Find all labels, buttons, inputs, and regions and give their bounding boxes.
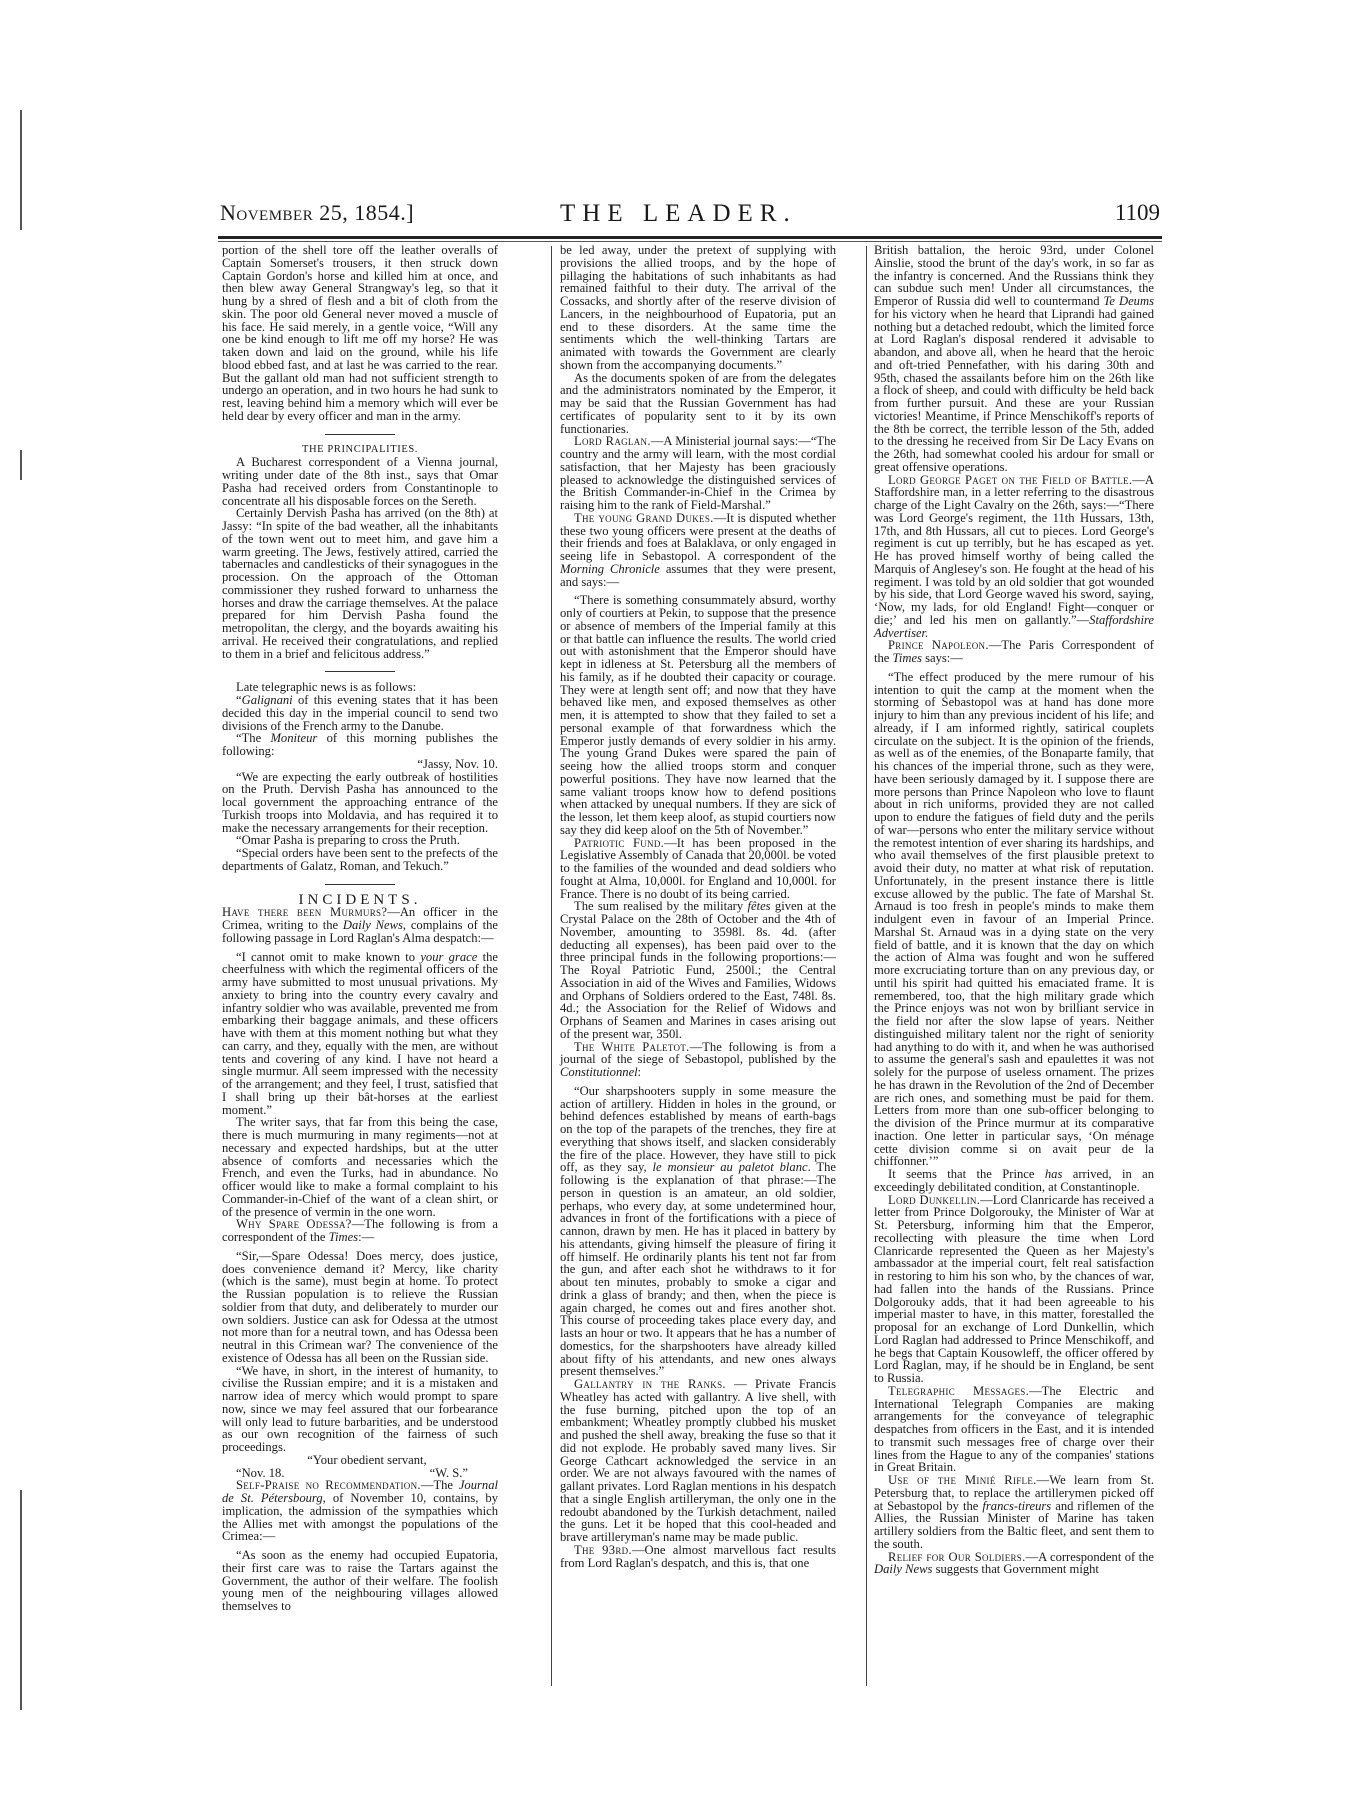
- paragraph: Lord George Paget on the Field of Battle.—A Staffordshire man, in a letter referring to the disastrous charge of the Light Cavalry on the 26th, says:—“There was Lord George's regiment, the 11th Hussars, 13th, 17th, and 8th Hussars, all cut to pieces. Lord George's regiment is cut up terribly, but he has escaped as yet. He has proved himself worthy of being called the Marquis of Anglesey's son. He fought at the head of his regiment. I was told by an old soldier that got wounded by his side, that Lord George waved his sword, saying, ‘Now, my lads, for old England! Fight—conquer or die;’ and led his men on gallantly.”—Staffordshire Advertiser.: [874, 472, 1154, 640]
- paragraph: “The Moniteur of this morning publishes the following:: [222, 731, 498, 758]
- column-divider: [551, 246, 552, 1686]
- paragraph: As the documents spoken of are from the delegates and the administrators nominated by the Emperor, it may be said that the Russian Government has had certificates of popularity sent to it by its own functionaries.: [560, 370, 836, 436]
- section-divider: [325, 434, 395, 435]
- paragraph: be led away, under the pretext of supplying with provisions the allied troops, and by the hope of pillaging the habitations of such inhabitants as had remained faithful to their duty. The arrival of the Cossacks, and shortly after of the reserve division of Lancers, in the neighbourhood of Eupatoria, put an end to these disorders. At the same time the sentiments which the well-thinking Tartars are animated with towards the Government are clearly shown from the accompanying documents.”: [560, 243, 836, 372]
- paragraph: The 93rd.—One almost marvellous fact results from Lord Raglan's despatch, and this is, that one: [560, 1542, 836, 1570]
- paragraph: Late telegraphic news is as follows:: [236, 680, 417, 695]
- paragraph: “Galignani of this evening states that it has been decided this day in the imperial council to send two divisions of the French army to the Danube.: [222, 693, 498, 733]
- column-right: [874, 244, 1154, 1576]
- section-divider: [325, 884, 395, 885]
- issue-date: November 25, 1854.]: [220, 200, 415, 225]
- paragraph: Telegraphic Messages.—The Electric and International Telegraph Companies are making arrangements for the conveyance of telegraphic despatches from officers in the East, and it is intended to transmit such messages free of charge over their lines from the Hague to any of the companies' stations in Great Britain.: [874, 1383, 1154, 1475]
- paragraph: Lord Dunkellin.—Lord Clanricarde has received a letter from Prince Dolgorouky, the Minister of War at St. Petersburg, informing him that the Emperor, recollecting with pleasure the time when Lord Clanricarde represented the Queen as her Majesty's ambassador at the imperial court, felt real satisfaction in restoring to him his son who, by the chances of war, had fallen into the hands of the Russians. Prince Dolgorouky adds, that it had been agreeable to his imperial master to have, in this matter, forestalled the proposal for an exchange of Lord Dunkellin, which Lord Raglan had addressed to Prince Menschikoff, and he begs that Captain Kousowleff, the officer offered by Lord Raglan, may, if he should be in England, be sent to Russia.: [874, 1192, 1154, 1385]
- page-number: 1109: [1114, 200, 1160, 225]
- paragraph: A Bucharest correspondent of a Vienna journal, writing under date of the 8th inst., says that Omar Pasha had received orders from Constantinople to concentrate all his disposable forces on the Sereth.: [222, 455, 498, 508]
- section-divider: [325, 671, 395, 672]
- paragraph: Gallantry in the Ranks. — Private Francis Wheatley has acted with gallantry. A live shell, with the fuse burning, pitched upon the top of an embankment; Wheatley promptly clubbed his musket and pushed the shell away, breaking the fuse so that it did not explode. He probably saved many lives. Sir George Cathcart acknowledged the service in an order. We are not always favoured with the names of gallant privates. Lord Raglan mentions in his despatch that a single English artilleryman, the only one in the redoubt abandoned by the Turkish detachment, nailed the guns. Let it be hoped that this cool-headed and brave artilleryman's name may be made public.: [560, 1377, 836, 1544]
- paragraph: Patriotic Fund.—It has been proposed in the Legislative Assembly of Canada that 20,000l. be voted to the families of the wounded and dead soldiers who fought at Alma, 10,000l. for England and 10,000l. for France. There is no doubt of its being carried.: [560, 835, 836, 901]
- newspaper-title: THE LEADER.: [560, 200, 797, 227]
- column-divider: [866, 246, 867, 1686]
- quote-paragraph: “I cannot omit to make known to your grace the cheerfulness with which the regimental officers of the army have submitted to most unusual privations. My anxiety to bring into the country every cavalry and infantry soldier who was available, prevented me from embarking their baggage animals, and these officers have with them at this moment nothing but what they can carry, and they, equally with the men, are without tents and covering of any kind. I have not heard a single murmur. All seem impressed with the necessity of the arrangement; and they feel, I trust, satisfied that I shall bring up their bât-horses at the earliest moment.”: [222, 949, 498, 1117]
- section-heading-incidents: INCIDENTS.: [298, 891, 422, 908]
- column-middle: [560, 244, 836, 1569]
- paragraph: Why Spare Odessa?—The following is from a correspondent of the Times:—: [222, 1217, 498, 1244]
- quote-paragraph: “As soon as the enemy had occupied Eupatoria, their first care was to raise the Tartars against the Government, the author of their welfare. The foolish young men of the neighbouring villages allowed themselves to: [222, 1548, 498, 1613]
- paragraph: Certainly Dervish Pasha has arrived (on the 8th) at Jassy: “In spite of the bad weather, all the inhabitants of the town went out to meet him, and gave him a warm greeting. The Jews, festively attired, carried the tabernacles and candlesticks of their synagogues in the procession. On the approach of the Ottoman commissioner they rushed forward to unharness the horses and draw the carriage themselves. At the palace prepared for him Dervish Pasha found the metropolitan, the clergy, and the boyards awaiting his arrival. He received their congratulations, and replied to them in a brief and felicitous address.”: [222, 506, 498, 661]
- paragraph: The young Grand Dukes.—It is disputed whether these two young officers were present at the deaths of their friends and foes at Balaklava, or only engaged in seeing life in Sebastopol. A correspondent of the Morning Chronicle assumes that they were present, and says:—: [560, 510, 837, 589]
- paragraph: “We are expecting the early outbreak of hostilities on the Pruth. Dervish Pasha has announced to the local government the approaching entrance of the Turkish troops into Moldavia, and has required it to make the necessary arrangements for their reception.: [222, 769, 498, 835]
- italic-title: Galignani: [241, 693, 293, 707]
- paragraph: The sum realised by the military fêtes given at the Crystal Palace on the 28th of October and the 4th of November, amounting to 3598l. 8s. 4d. (after deducting all expenses), has been paid over to the three principal funds in the following proportions:—The Royal Patriotic Fund, 2500l.; the Central Association in aid of the Wives and Families, Widows and Orphans of Soldiers ordered to the East, 748l. 8s. 4d.; the Association for the Relief of Widows and Orphans of Seamen and Marines in cases arising out of the present war, 350l.: [560, 899, 836, 1041]
- paragraph: Prince Napoleon.—The Paris Correspondent of the Times says:—: [874, 638, 1154, 665]
- paragraph: Lord Raglan.—A Ministerial journal says:—“The country and the army will learn, with the most cordial satisfaction, that her Majesty has been graciously pleased to acknowledge the distinguished services of the British Commander-in-Chief in the Crimea by raising him to the rank of Field-Marshal.”: [560, 434, 836, 512]
- dateline: “Jassy, Nov. 10.: [417, 756, 498, 771]
- quote-paragraph: “The effect produced by the mere rumour of his intention to quit the camp at the moment when the storming of Sebastopol was at hand has done more injury to him than any previous incident of his life; and already, if I am informed rightly, satirical couplets circulate on the subject. It is the opinion of the friends, as well as of the enemies, of the Bonaparte family, that his chances of the imperial throne, such as they were, have been seriously damaged by it. I suppose there are more persons than Prince Napoleon who love to flaunt about in rich uniforms, provided they are not called upon to endure the fatigues of field duty and the perils of war—persons who enter the military service without the remotest intention of ever sharing its hardships, and who avail themselves of the first plausible pretext to avoid their duty, no matter at what risk of reputation. Unfortunately, in the present instance there is little excuse allowed by the public. The fate of Marshal St. Arnaud is too fresh in people's minds to make them indulgent even in favour of an Imperial Prince. Marshal St. Arnaud was in a dying state on the very field of battle, and it is known that the day on which the action of Alma was fought and won he suffered more excruciating torture than on any previous day, or until his spirit had quitted his emaciated frame. It is remembered, too, that the high military grade which the Prince enjoys was not won by brilliant service in the field nor after the slow lapse of years. Neither distinguished military talent nor the right of seniority had anything to do with it, and when he was authorised to assume the general's sash and epaulettes it was not solely for the purpose of useless ornament. The prizes he has drawn in the Revolution of the 2nd of December are rich ones, and something must be paid for them. Letters from more than one sub-officer belonging to the division of the Prince murmur at its comparative inaction. One letter in particular says, ‘On ménage cette division comme si on avait peur de la chiffonner.’”: [874, 669, 1154, 1169]
- quote-paragraph: “Our sharpshooters supply in some measure the action of artillery. Hidden in holes in the ground, or behind defences established by means of earth-bags on the top of the parapets of the trenches, they fire at everything that shows itself, and slacken considerably the fire of the place. However, they have still to pick off, as they say, le monsieur au paletot blanc. The following is the explanation of that phrase:—The person in question is an amateur, an old soldier, perhaps, who every day, at some undetermined hour, advances in front of the fortifications with a piece of cannon, drawn by men. He has it placed in battery by his attendants, giving himself the pleasure of firing it off himself. He ordinarily plants his tent not far from the gun, and after each shot he withdraws to it for about ten minutes, probably to smoke a cigar and drink a glass of brandy; and then, when the piece is again charged, he comes out and fires another shot. This course of proceeding takes place every day, and lasts an hour or two. It appears that he has a number of domestics, for the sharpshooters have already killed about fifty of his attendants, and new ones always present themselves.”: [560, 1083, 836, 1379]
- paragraph: The White Paletot.—The following is from a journal of the siege of Sebastopol, published by the Constitutionnel:: [560, 1039, 836, 1079]
- paragraph: The writer says, that far from this being the case, there is much murmuring in many regiments—not at necessary and expected hardships, but at the utter absence of comforts and necessaries which the French, and even the Turks, had in abundance. No officer would like to make a formal complaint to his Commander-in-Chief of the want of a clean shirt, or of the presence of vermin in the one worn.: [222, 1115, 498, 1219]
- quote-paragraph: “Sir,—Spare Odessa! Does mercy, does justice, does convenience demand it? Mercy, like charity (which is the same), must begin at home. To protect the Russian population is to relieve the Russian soldier from that duty, and deliberately to murder our own soldiers. Justice can ask for Odessa at the utmost not more than for a neutral town, and has Odessa been neutral in this Crimean war? The convenience of the existence of Odessa has all been on the Russian side.: [222, 1248, 498, 1365]
- paragraph: Use of the Minié Rifle.—We learn from St. Petersburg that, to replace the artillerymen picked off at Sebastopol by the francs-tireurs and riflemen of the Allies, the Russian Minister of Marine has taken artillery soldiers from the Baltic fleet, and sent them to the south.: [874, 1473, 1154, 1551]
- masthead-rule: [218, 236, 1162, 239]
- section-heading-principalities: THE PRINCIPALITIES.: [301, 443, 418, 455]
- page-binding-marks: [20, 110, 22, 1710]
- letter-closing: “Your obedient servant,: [307, 1452, 427, 1467]
- quote-paragraph: “We have, in short, in the interest of humanity, to civilise the Russian empire; and it is a mistaken and narrow idea of mercy which would prompt to spare now, since we may feel assured that our forbearance will only lead to future barbarities, and be understood as our own recognition of the fairness of such proceedings.: [222, 1363, 498, 1454]
- quote-paragraph: “There is something consummately absurd, worthy only of courtiers at Pekin, to suppose that the presence or absence of members of the Imperial family at this or that battle can influence the results. The world cried out with astonishment that the Emperor should have kept in idleness at St. Petersburg all the members of his family, as if he doubted their capacity or courage. They were at length sent off; and now that they have behaved like men, and exposed themselves as other men, it is attempted to show that they failed to set a personal example of that forwardness which the Emperor justly demands of every soldier in his army. The young Grand Dukes were spared the pain of seeing how the allied troops storm and conquer powerful positions. They have now learned that the same valiant troops know how to defend positions when attacked by unequal numbers. If they are sick of the lesson, let them keep aloof, as stupid courtiers now say they did keep aloof on the 5th of November.”: [560, 593, 836, 837]
- paragraph: “Omar Pasha is preparing to cross the Pruth.: [236, 833, 460, 848]
- masthead-rule-thin: [218, 241, 1162, 242]
- column-left: [222, 244, 498, 1613]
- paragraph: Self-Praise no Recommendation.—The Journal de St. Pétersbourg, of November 10, contains, by implication, the admission of the sympathies which the Allies met with amongst the populations of the Crimea:—: [222, 1478, 499, 1544]
- paragraph: portion of the shell tore off the leather overalls of Captain Somerset's trousers, it then struck down Captain Gordon's horse and killed him at once, and then blew away General Strangway's leg, so that it hung by a shred of flesh and a bit of cloth from the skin. The poor old General never moved a muscle of his face. He said merely, in a gentle voice, “Will any one be kind enough to lift me off my horse? He was taken down and laid on the ground, while his life blood ebbed fast, and at last he was carried to the rear. But the gallant old man had not sufficient strength to undergo an operation, and in two hours he had sunk to rest, leaving behind him a memory which will ever be held dear by every officer and man in the army.: [222, 243, 498, 423]
- paragraph: British battalion, the heroic 93rd, under Colonel Ainslie, stood the brunt of the day's work, in so far as the infantry is concerned. And the Russians think they can subdue such men! Under all circumstances, the Emperor of Russia did well to countermand Te Deums for his victory when he heard that Liprandi had gained nothing but a detached redoubt, which the limited force at Lord Raglan's disposal rendered it advisable to abandon, and above all, when he heard that the heroic and oft-tried Pennefather, with his daring 30th and 95th, chased the assailants before him on the 26th like a flock of sheep, and could with difficulty be held back from further pursuit. And these are your Russian victories! Meantime, if Prince Menschikoff's reports of the 8th be correct, the terrible lesson of the 5th, added to the dressing he received from Sir De Lacy Evans on the 26th, had somewhat cooled his ardour for small or great offensive operations.: [874, 243, 1154, 474]
- paragraph: Relief for Our Soldiers.—A correspondent of the Daily News suggests that Government might: [874, 1549, 1154, 1577]
- letter-signature: “Nov. 18. “W. S.”: [236, 1465, 468, 1480]
- paragraph: It seems that the Prince has arrived, in an exceedingly debilitated condition, at Constantinople.: [874, 1167, 1155, 1194]
- paragraph: “Special orders have been sent to the prefects of the departments of Galatz, Roman, and Tekuch.”: [222, 846, 498, 873]
- paragraph: Have there been Murmurs?—An officer in the Crimea, writing to the Daily News, complains of the following passage in Lord Raglan's Alma despatch:—: [222, 905, 498, 945]
